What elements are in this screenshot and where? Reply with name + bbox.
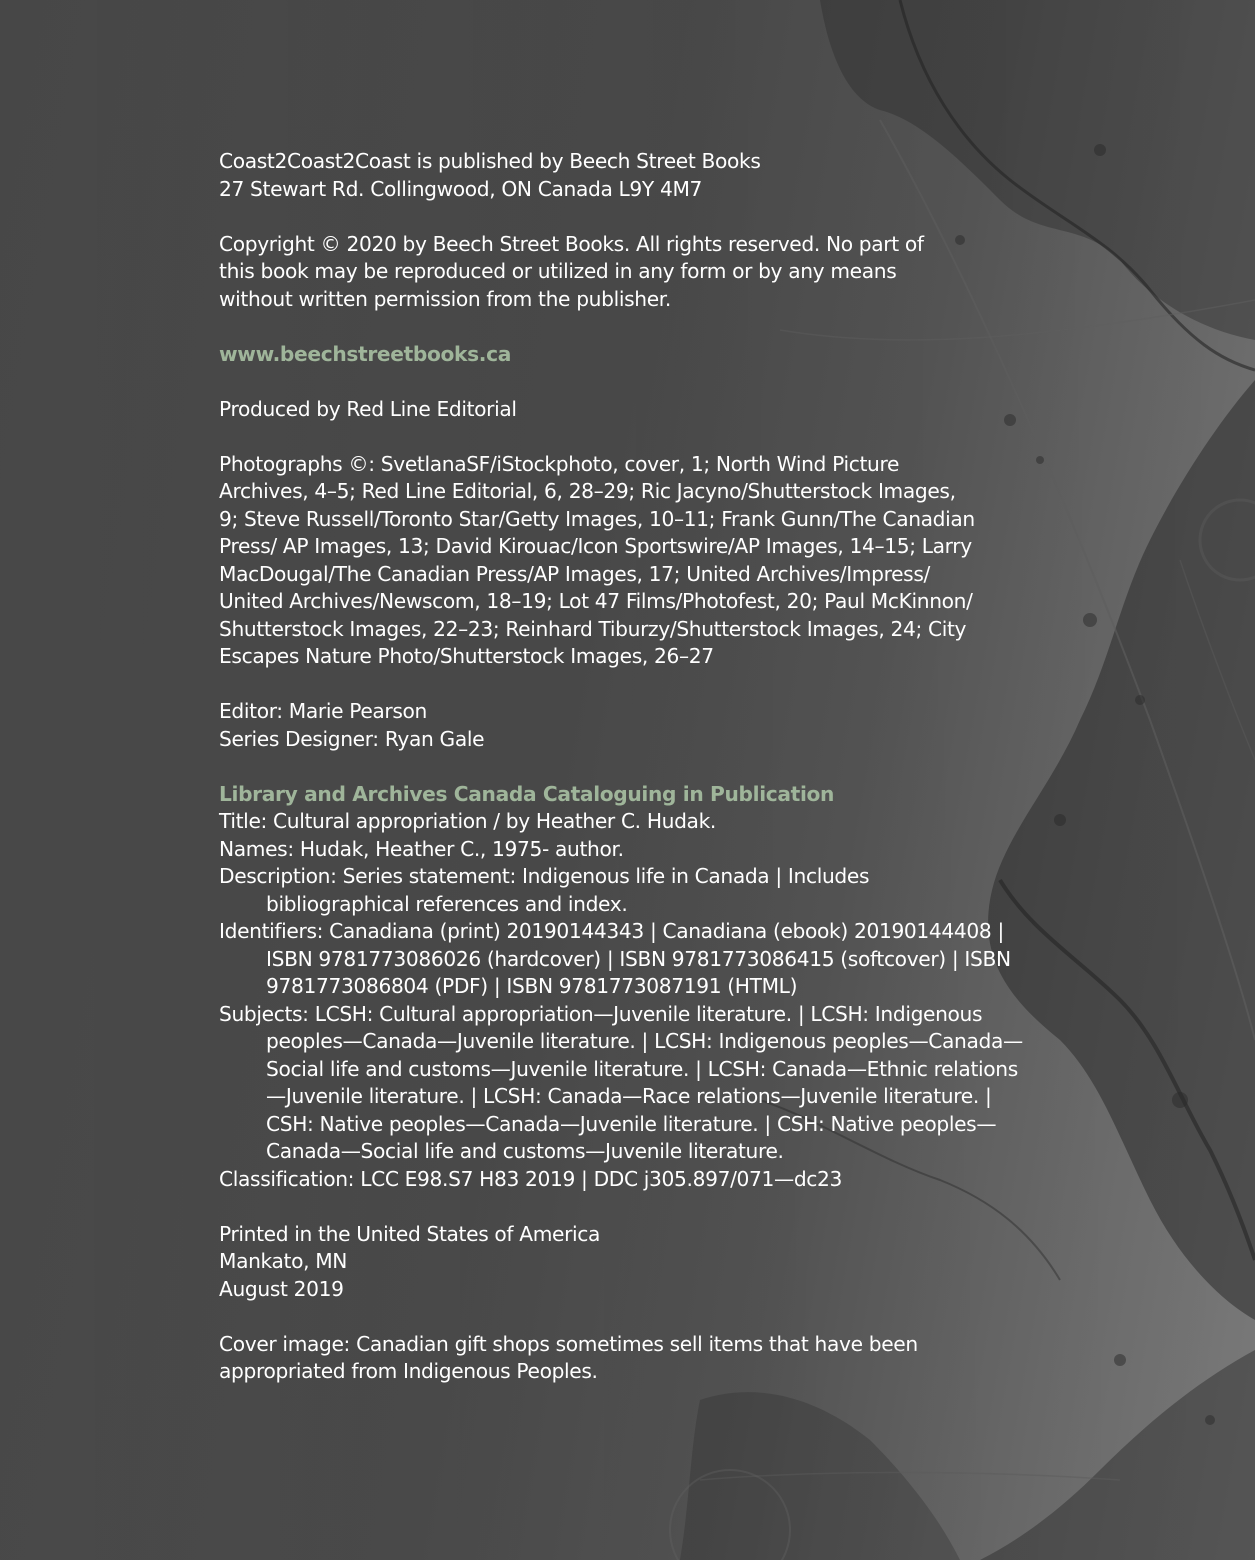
printing-info [219,1221,989,1304]
photo-credits: Photographs ©: SvetlanaSF/iStockphoto, cover, 1; North Wind Picture Archives, 4–5; Red Line Editorial, 6, 28–29; Ric Jacyno/Shutterstock Images, 9; Steve Russell/Toronto Star/Getty Images, 10–11; Frank Gunn/The Canadian Press/ AP Images, 13; David Kirouac/Icon Sportswire/AP Images, 14–15; Larry MacDougal/The Canadian Press/AP Images, 17; United Archives/Impress/ United Archives/Newscom, 18–19; Lot 47 Films/Photofest, 20; Paul McKinnon/ Shutterstock Images, 22–23; Reinhard Tiburzy/Shutterstock Images, 24; City Escapes Nature Photo/Shutterstock Images, 26–27 [219,451,975,668]
cip-heading: Library and Archives Canada Cataloguing in Publication [219,781,835,806]
cataloguing-in-publication [219,781,1023,1194]
cip-description: Description: Series statement: Indigenous life in Canada | Includes bibliographical references and index. [219,864,870,916]
cip-title: Title: Cultural appropriation / by Heather C. Hudak. [219,809,716,833]
publisher-info [219,148,989,203]
publisher-address: 27 Stewart Rd. Collingwood, ON Canada L9Y 4M7 [219,176,703,201]
printed-date: August 2019 [219,1276,344,1301]
credits [219,698,989,753]
printed-location: Mankato, MN [219,1249,348,1273]
cover-image-caption: Cover image: Canadian gift shops sometimes sell items that have been appropriated from Indigenous Peoples. [219,1331,918,1383]
cip-classification: Classification: LCC E98.S7 H83 2019 | DDC j305.897/071—dc23 [219,1166,843,1191]
produced-by: Produced by Red Line Editorial [219,396,517,421]
cip-subjects: Subjects: LCSH: Cultural appropriation—Juvenile literature. | LCSH: Indigenous peoples—Canada—Juvenile literature. | LCSH: Indigenous peoples—Canada—Social life and customs—Juvenile literature. | LCSH: Canada—Ethnic relations—Juvenile literature. | LCSH: Canada—Race relations—Juvenile literature. | CSH: Native peoples—Canada—Juvenile literature. | CSH: Native peoples—Canada—Social life and customs—Juvenile literature. [219,1001,1023,1163]
printed-in: Printed in the United States of America [219,1221,601,1246]
website-link[interactable]: www.beechstreetbooks.ca [219,341,511,366]
cip-identifiers: Identifiers: Canadiana (print) 20190144343 | Canadiana (ebook) 20190144408 | ISBN 9781773086026 (hardcover) | ISBN 9781773086415 (softcover) | ISBN 9781773086804 (PDF) | ISBN 9781773087191 (HTML) [219,919,1011,998]
cip-names: Names: Hudak, Heather C., 1975- author. [219,836,624,861]
designer-credit: Series Designer: Ryan Gale [219,726,485,751]
copyright-text-block [219,148,1023,1413]
editor-credit: Editor: Marie Pearson [219,699,427,723]
copyright-notice: Copyright © 2020 by Beech Street Books. All rights reserved. No part of this book may be reproduced or utilized in any form or by any means without written permission from the publisher. [219,231,924,311]
publisher-name: Coast2Coast2Coast is published by Beech Street Books [219,149,761,173]
